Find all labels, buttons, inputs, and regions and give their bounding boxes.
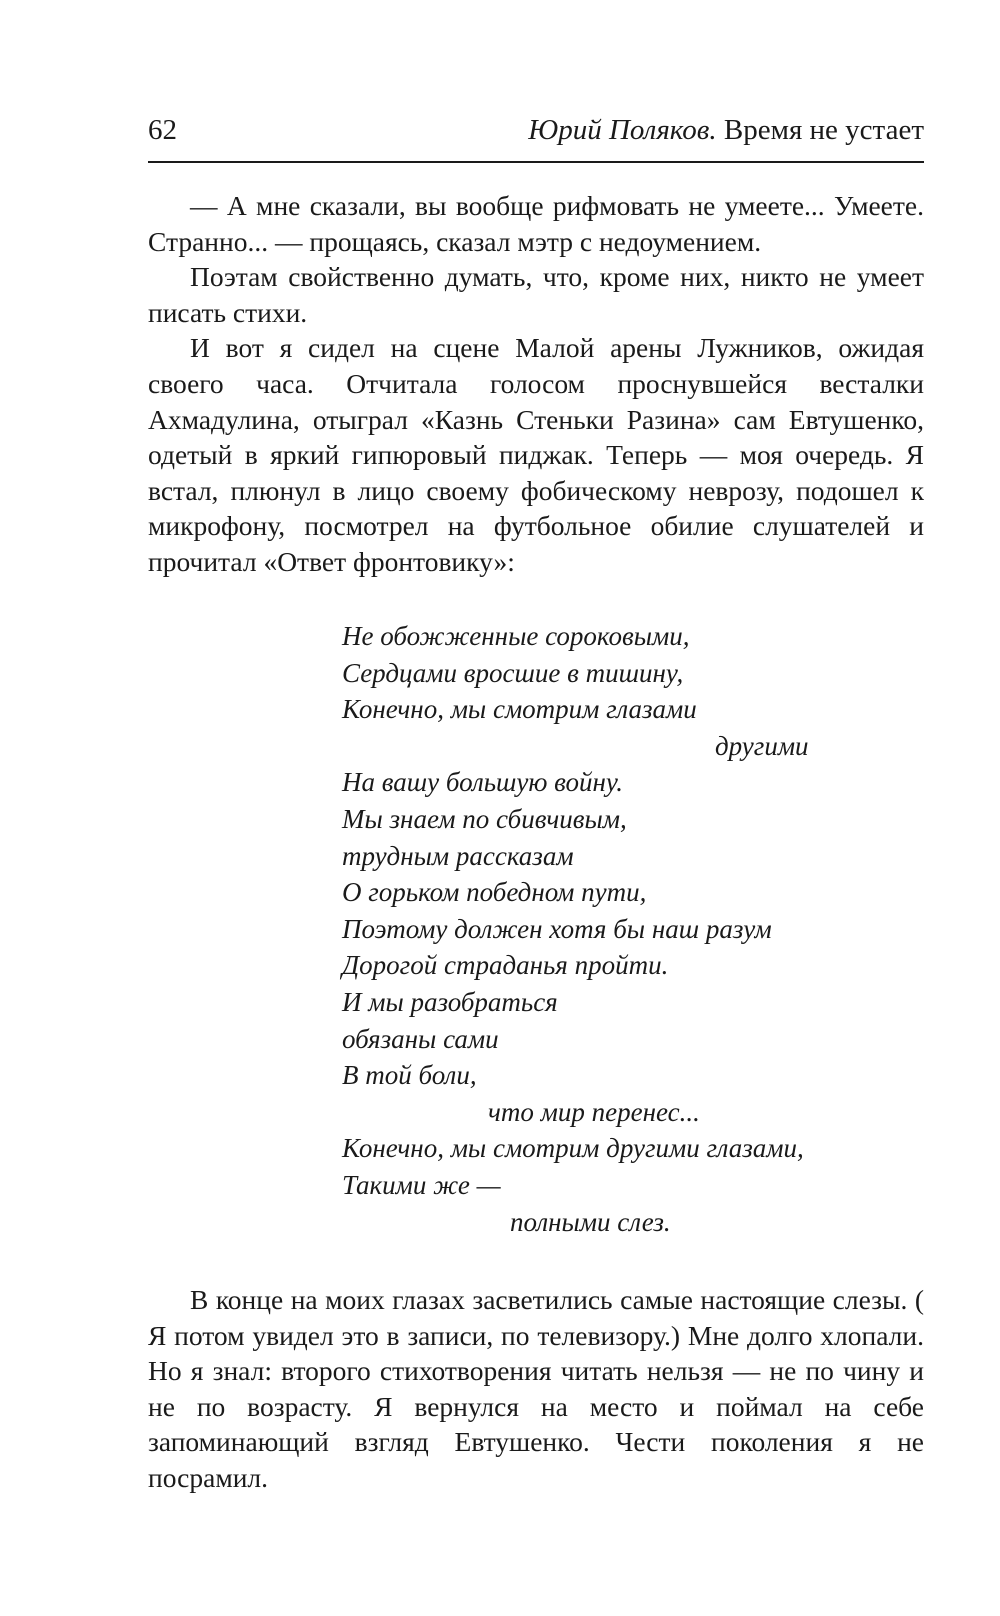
paragraph: — А мне сказали, вы вообще рифмовать не умеете... Умеете. Странно... — прощаясь, сказал мэтр с недоумением.	[148, 190, 924, 257]
poem-line: полными слез.	[510, 1206, 671, 1237]
poem-line: Поэтому должен хотя бы наш разум	[342, 913, 772, 944]
poem-line: На вашу большую войну.	[342, 767, 623, 798]
paragraph: В конце на моих глазах засветились самые настоящие слезы. ( Я потом увидел это в записи, по телевизору.) Мне долго хлопали. Но я знал: второго стихотворения читать нельзя — не по чину и не по возрасту. Я вернулся на место и поймал на себе запоминающий взгляд Евтушенко. Чести поколения я не посрамил.	[148, 1284, 924, 1493]
poem	[342, 618, 902, 1240]
header-rule	[148, 161, 924, 163]
running-title-book: Время не устает	[723, 114, 924, 146]
prose-bottom	[148, 1282, 924, 1496]
poem-line: Сердцами вросшие в тишину,	[342, 657, 684, 688]
page-number: 62	[148, 114, 177, 146]
poem-line: В той боли,	[342, 1060, 477, 1091]
poem-line: Дорогой страданья пройти.	[342, 950, 669, 981]
poem-line: трудным рассказам	[342, 840, 574, 871]
poem-line: Конечно, мы смотрим глазами	[342, 694, 697, 725]
poem-line: Мы знаем по сбивчивым,	[342, 803, 627, 834]
running-title	[528, 112, 924, 148]
poem-line: другими	[715, 730, 809, 761]
prose-top	[148, 188, 924, 580]
poem-line: что мир перенес...	[488, 1096, 700, 1127]
poem-line: И мы разобраться	[342, 986, 558, 1017]
running-title-author: Юрий Поляков.	[528, 114, 717, 146]
poem-line: Такими же —	[342, 1169, 501, 1200]
running-header	[148, 112, 924, 156]
paragraph: Поэтам свойственно думать, что, кроме них, никто не умеет писать стихи.	[148, 261, 924, 328]
poem-line: обязаны сами	[342, 1023, 499, 1054]
poem-line: О горьком победном пути,	[342, 877, 647, 908]
paragraph: И вот я сидел на сцене Малой арены Лужников, ожидая своего часа. Отчитала голосом проснувшейся весталки Ахмадулина, отыграл «Казнь Стеньки Разина» сам Евтушенко, одетый в яркий гипюровый пиджак. Теперь — моя очередь. Я встал, плюнул в лицо своему фобическому неврозу, подошел к микрофону, посмотрел на футбольное обилие слушателей и прочитал «Ответ фронтовику»:	[148, 332, 924, 577]
poem-line: Не обожженные сороковыми,	[342, 621, 690, 651]
poem-line: Конечно, мы смотрим другими глазами,	[342, 1133, 804, 1164]
